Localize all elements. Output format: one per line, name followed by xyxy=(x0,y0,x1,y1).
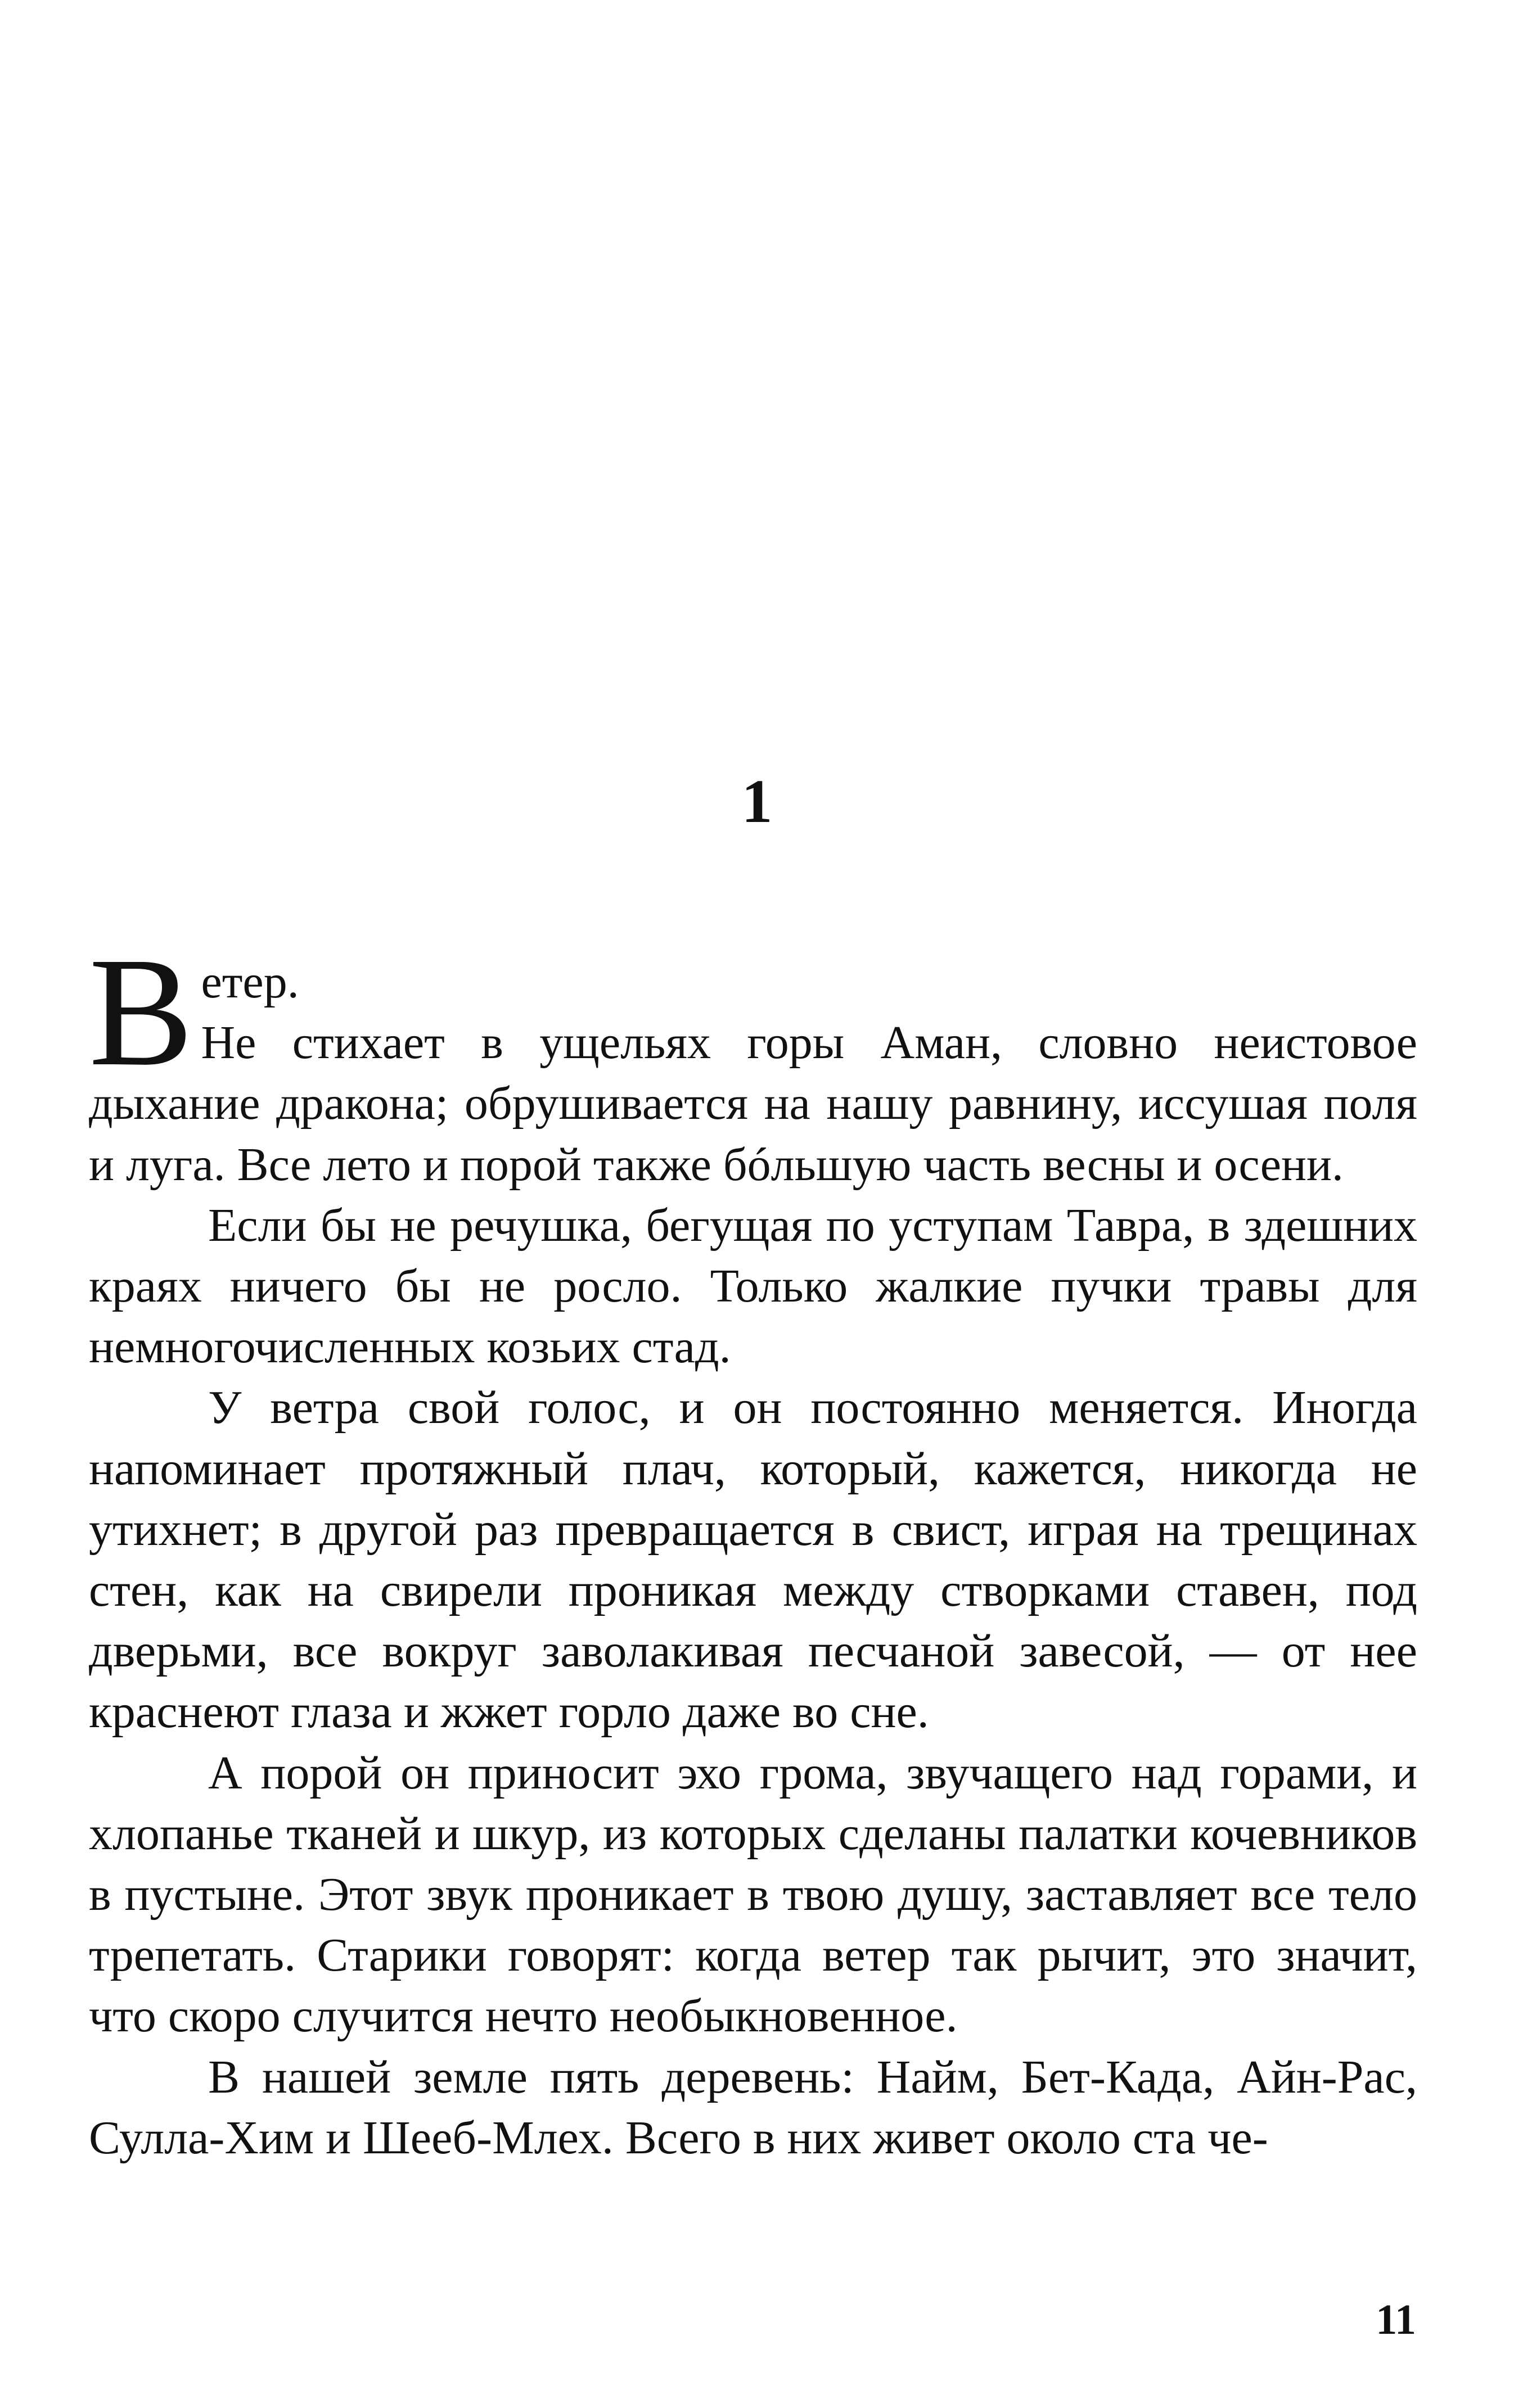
opening-word: етер. xyxy=(201,956,299,1008)
paragraph: В нашей земле пять деревень: Найм, Бет-Када, Айн-Рас, Сулла-Хим и Шееб-Млех. Всего в них живет около ста че- xyxy=(89,2050,1417,2164)
paragraph: Если бы не речушка, бегущая по уступам Тавра, в здешних краях ничего бы не росло. Только жалкие пучки травы для немногочисленных козьих стад. xyxy=(89,1199,1417,1374)
chapter-number: 1 xyxy=(741,767,773,835)
chapter-text xyxy=(89,925,1417,2168)
paragraph-text: Не стихает в ущельях горы Аман, словно неистовое дыхание дракона; обрушивается на нашу равнину, иссушая поля и луга. Все лето и порой также бóльшую часть весны и осени. xyxy=(89,1016,1417,1191)
paragraph-opening xyxy=(89,925,1417,1195)
paragraph: У ветра свой голос, и он постоянно меняется. Иногда напоминает протяжный плач, который, кажется, никогда не утихнет; в другой раз превращается в свист, играя на трещинах стен, как на свирели проникая между створками ставен, под дверьми, все вокруг заволакивая песчаной завесой, — от нее краснеют глаза и жжет горло даже во сне. xyxy=(89,1381,1417,1738)
page-number: 11 xyxy=(1376,2296,1416,2343)
paragraph: А порой он приносит эхо грома, звучащего над горами, и хлопанье тканей и шкур, из которых сделаны палатки кочевников в пустыне. Этот звук проникает в твою душу, заставляет все тело трепетать. Старики говорят: когда ветер так рычит, это значит, что скоро случится нечто необыкновенное. xyxy=(89,1746,1417,2043)
drop-cap: В xyxy=(89,925,193,1099)
